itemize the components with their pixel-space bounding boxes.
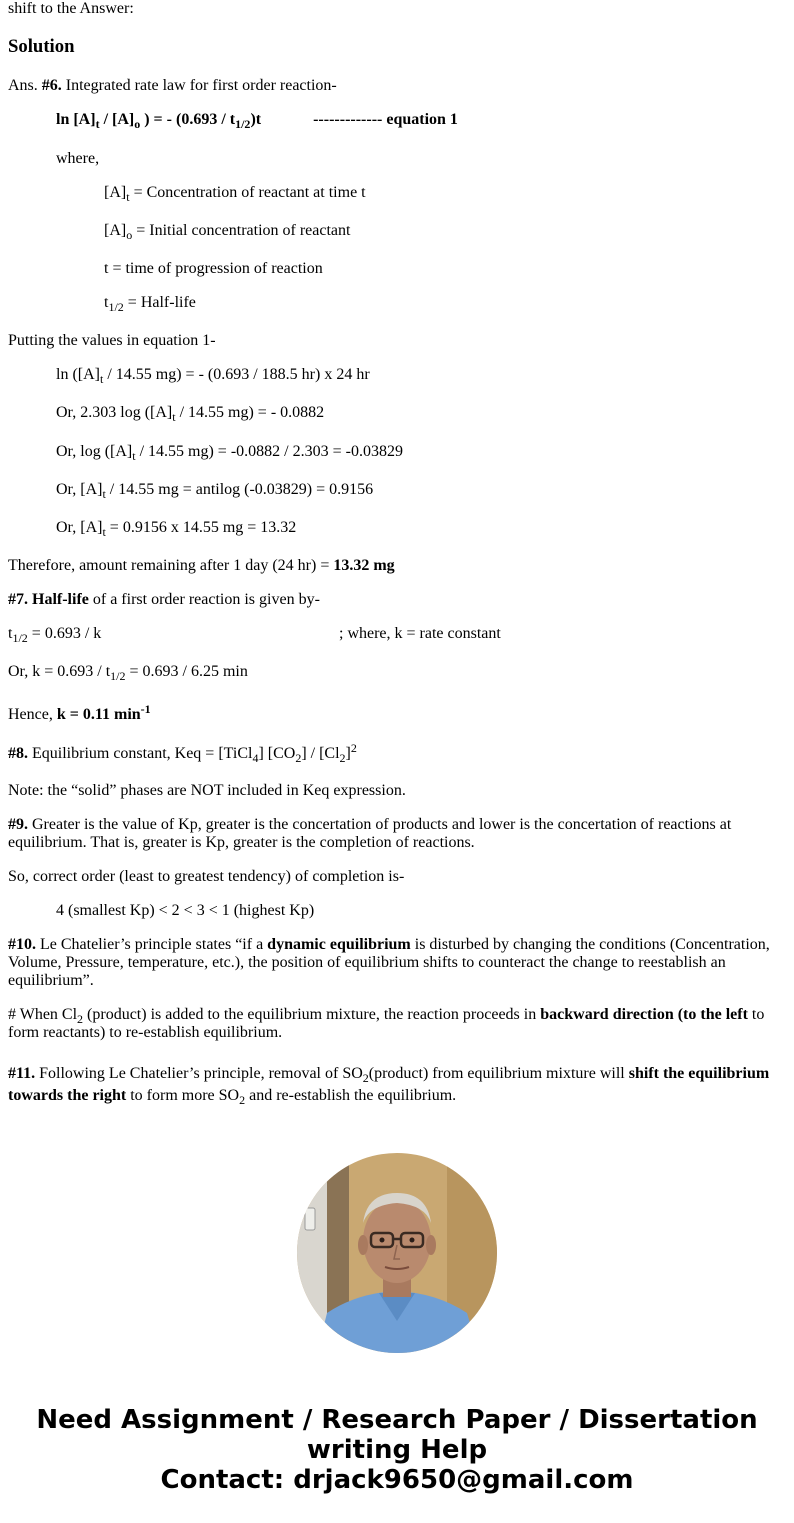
formula-sub: 1/2 — [12, 631, 28, 645]
q11-text: (product) from equilibrium mixture will — [368, 1065, 629, 1082]
q6-title — [8, 77, 337, 95]
q10-paragraph — [8, 936, 778, 990]
promo-line-2: writing Help — [306, 1435, 488, 1465]
author-photo — [297, 1153, 497, 1353]
eq-part: )t — [250, 111, 262, 128]
q10-when-paragraph — [8, 1006, 778, 1042]
eq-part: ln [A] — [56, 111, 96, 128]
step-5 — [56, 519, 296, 537]
promo-line-1: Need Assignment / Research Paper / Dissertation — [36, 1405, 758, 1435]
q10-text: to form reactants) to re-establish equilibrium. — [8, 1006, 765, 1041]
step-sub: t — [102, 525, 106, 539]
step-part: / 14.55 mg) = - 0.0882 — [175, 404, 325, 421]
keq-sup: 2 — [350, 741, 357, 755]
q10-bold: backward direction (to the left — [540, 1006, 748, 1023]
where-label: where, — [56, 150, 100, 167]
step-2 — [56, 404, 324, 422]
q11-paragraph — [8, 1063, 778, 1107]
equation-label: ------------- equation 1 — [313, 111, 458, 128]
def-sub: o — [126, 228, 133, 242]
keq-sub: 2 — [295, 751, 302, 765]
q6-result — [8, 557, 395, 575]
rate-constant-formula — [8, 663, 248, 681]
step-sub: t — [99, 372, 104, 386]
keq-sub: 4 — [252, 751, 259, 765]
def-part: = Concentration of reactant at time t — [129, 184, 366, 201]
q11-text: to form more SO — [126, 1087, 240, 1104]
eq-sub: o — [134, 117, 141, 131]
heading-text: Solution — [8, 36, 75, 57]
definition-ao — [104, 222, 350, 240]
def-part: t — [104, 294, 109, 311]
step-3 — [56, 443, 403, 461]
q7-title — [8, 591, 320, 609]
keq-part: Equilibrium constant, Keq = [TiCl — [28, 745, 253, 762]
formula-part: = 0.693 / 6.25 min — [125, 663, 248, 680]
q11-sub: 2 — [239, 1093, 246, 1107]
def-part: [A] — [104, 222, 127, 239]
step-part: Or, [A] — [56, 519, 103, 536]
q10-text: Le Chatelier’s principle states “if a — [36, 936, 268, 953]
author-portrait-illustration — [297, 1153, 497, 1353]
half-life-formula — [8, 625, 501, 645]
step-part: / 14.55 mg) = - (0.693 / 188.5 hr) x 24 hr — [103, 366, 370, 383]
q9-so-text: So, correct order (least to greatest tendency) of completion is- — [8, 868, 405, 885]
q7-number: #7. — [8, 591, 28, 608]
q6-number: #6. — [41, 77, 62, 94]
result-text: Therefore, amount remaining after 1 day (24 hr) = — [8, 557, 334, 574]
step-part: / 14.55 mg = antilog (-0.03829) = 0.9156 — [105, 481, 374, 498]
solution-heading — [8, 38, 74, 56]
q9-order: 4 (smallest Kp) < 2 < 3 < 1 (highest Kp) — [56, 902, 315, 919]
q11-bold: shift the equilibrium towards the right — [8, 1065, 770, 1104]
q7-result — [8, 702, 151, 724]
step-sub: t — [172, 410, 176, 424]
intro-text: shift to the Answer: — [8, 0, 134, 17]
q11-number: #11. — [8, 1065, 36, 1082]
formula-part: Or, k = 0.693 / t — [8, 663, 111, 680]
definition-half-life — [104, 294, 196, 312]
formula-sub: 1/2 — [110, 669, 126, 683]
definition-t: t = time of progression of reaction — [104, 260, 323, 277]
eq-sub: t — [95, 117, 100, 131]
step-part: ln ([A] — [56, 366, 100, 383]
q8-note: Note: the “solid” phases are NOT included in Keq expression. — [8, 782, 406, 799]
keq-part: ] [CO — [258, 745, 296, 762]
result-sup: -1 — [140, 702, 151, 716]
q8-number: #8. — [8, 745, 28, 762]
q11-text: and re-establish the equilibrium. — [245, 1087, 457, 1104]
promo-contact: Contact: drjack9650@gmail.com — [160, 1465, 634, 1495]
q6-title-text: Integrated rate law for first order reaction- — [65, 77, 337, 94]
eq-part: ) = - (0.693 / t — [140, 111, 236, 128]
q9-paragraph — [8, 816, 778, 852]
eq-part: / [A] — [99, 111, 135, 128]
keq-part: ] — [345, 745, 351, 762]
step-part: Or, [A] — [56, 481, 103, 498]
result-text: Hence, — [8, 706, 57, 723]
result-value: 13.32 mg — [333, 557, 395, 574]
eq-sub: 1/2 — [235, 117, 251, 131]
formula-note: ; where, k = rate constant — [339, 625, 501, 642]
q11-sub: 2 — [362, 1071, 369, 1085]
q10-text: (product) is added to the equilibrium mixture, the reaction proceeds in — [83, 1006, 541, 1023]
keq-sub: 2 — [339, 751, 346, 765]
step-sub: t — [132, 449, 136, 463]
q10-bold: dynamic equilibrium — [267, 936, 411, 953]
step-part: = 0.9156 x 14.55 mg = 13.32 — [105, 519, 297, 536]
q10-sub: 2 — [77, 1012, 84, 1026]
step-part: Or, 2.303 log ([A] — [56, 404, 173, 421]
step-part: Or, log ([A] — [56, 443, 133, 460]
keq-part: ] / [Cl — [301, 745, 340, 762]
ans-prefix: Ans. — [8, 77, 38, 94]
formula-part: = 0.693 / k — [27, 625, 102, 642]
q9-text: Greater is the value of Kp, greater is the concertation of products and lower is the concertation of reactions at equilibrium. That is, greater is Kp, greater is the completion of reactions. — [8, 816, 732, 851]
def-sub: t — [126, 190, 130, 204]
putting-values-text: Putting the values in equation 1- — [8, 332, 216, 349]
def-part: = Initial concentration of reactant — [132, 222, 351, 239]
step-sub: t — [102, 487, 106, 501]
step-part: / 14.55 mg) = -0.0882 / 2.303 = -0.03829 — [135, 443, 403, 460]
def-sub: 1/2 — [108, 300, 124, 314]
q8-equilibrium-constant — [8, 741, 357, 765]
q7-bold: Half-life — [32, 591, 89, 608]
q11-text: Following Le Chatelier’s principle, removal of SO — [35, 1065, 363, 1082]
q9-number: #9. — [8, 816, 28, 833]
q7-text: of a first order reaction is given by- — [88, 591, 320, 608]
formula-part: t — [8, 625, 13, 642]
step-1 — [56, 366, 370, 384]
def-part: = Half-life — [123, 294, 196, 311]
q10-text: # When Cl — [8, 1006, 78, 1023]
step-4 — [56, 481, 373, 499]
q10-text: is disturbed by changing the conditions (Concentration, Volume, Pressure, temperature, etc.), the position of equilibrium shifts to counteract the change to reestablish an equilibrium”. — [8, 936, 770, 989]
q10-number: #10. — [8, 936, 36, 953]
def-part: [A] — [104, 184, 127, 201]
result-value: k = 0.11 min — [56, 706, 141, 723]
definition-at — [104, 184, 366, 202]
rate-law-equation — [56, 111, 458, 129]
